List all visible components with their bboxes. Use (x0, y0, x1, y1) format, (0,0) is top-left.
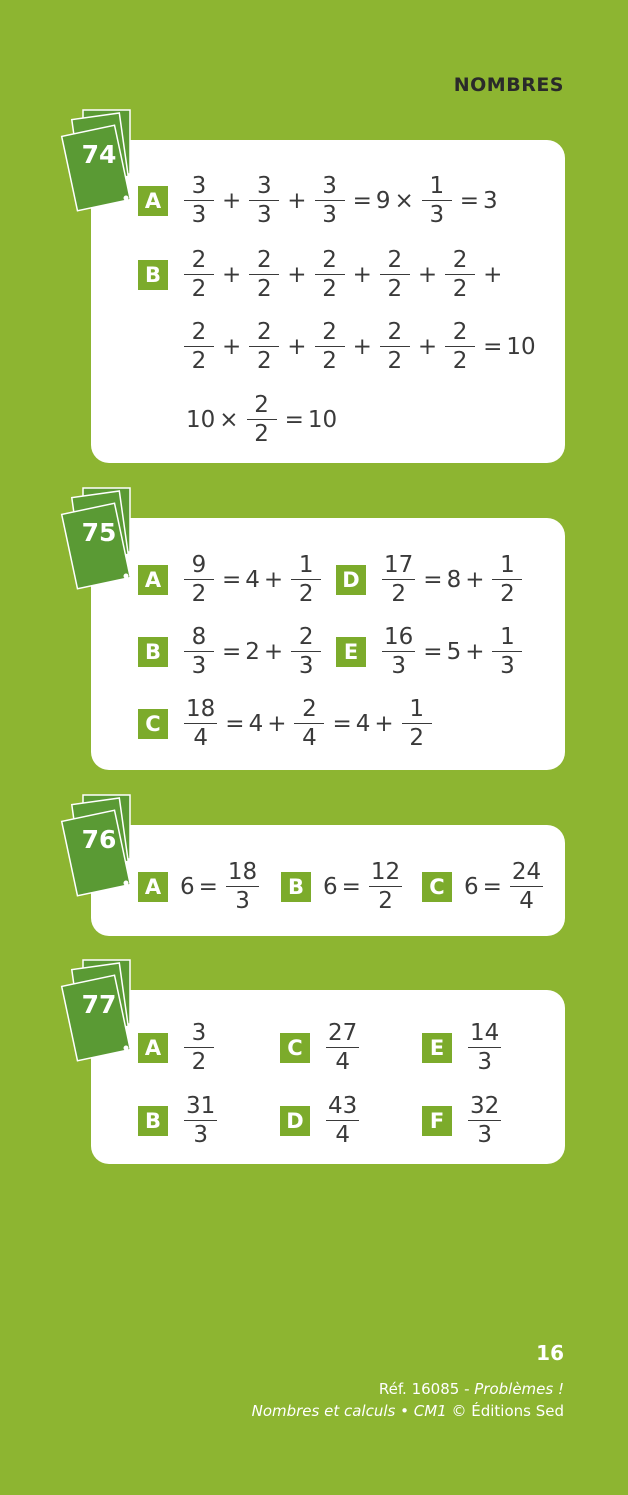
fraction: $\frac{12}{2}$ (370, 859, 401, 914)
fraction: $\frac{3}{2}$ (184, 1022, 214, 1074)
exercise-number: 74 (81, 140, 117, 169)
item-letter-a: A (138, 872, 168, 902)
fraction: $\frac{2}{2}$ (184, 249, 214, 301)
item-letter-b: B (138, 260, 168, 290)
fraction: $\frac{27}{4}$ (328, 1020, 358, 1075)
ex77-item-a (138, 1022, 218, 1074)
fraction: $\frac{2}{2}$ (445, 321, 475, 373)
fraction: $\frac{2}{2}$ (380, 249, 410, 301)
item-letter-e: E (422, 1033, 452, 1063)
fraction: $\frac{2}{4}$ (294, 698, 324, 750)
item-letter-f: F (422, 1106, 452, 1136)
ex75-item-e: E $\frac{16}{3}$ = 5 + $\frac{1}{3}$ (336, 626, 526, 678)
item-letter-c: C (138, 709, 168, 739)
ex75-item-c: C $\frac{18}{4}$ = 4 + $\frac{2}{4}$ = 4 + $\frac{1}{2}$ (138, 698, 436, 750)
ex75-item-b: B $\frac{8}{3}$ = 2 + $\frac{2}{3}$ (138, 626, 325, 678)
ex74-line-b3: 10 × $\frac{2}{2}$ = 10 (186, 392, 338, 447)
item-letter-a: A (138, 1033, 168, 1063)
fraction: $\frac{17}{2}$ (384, 552, 414, 607)
fraction: $\frac{3}{3}$ (184, 175, 214, 227)
item-letter-a: A (138, 565, 168, 595)
item-letter-e: E (336, 637, 366, 667)
fraction: $\frac{2}{2}$ (249, 249, 279, 301)
footer-line-1: Réf. 16085 - Problèmes ! (378, 1380, 564, 1398)
ex77-item-b (138, 1095, 221, 1147)
footer-reference (252, 1378, 564, 1422)
fraction: $\frac{1}{3}$ (492, 626, 522, 678)
fraction: $\frac{1}{2}$ (492, 554, 522, 606)
fraction: $\frac{3}{3}$ (249, 175, 279, 227)
exercise-badge-74 (56, 106, 136, 218)
fraction: $\frac{2}{3}$ (291, 626, 321, 678)
ex76-item-a: A 6 = $\frac{18}{3}$ (138, 861, 263, 913)
item-letter-b: B (138, 637, 168, 667)
exercise-number: 75 (81, 518, 117, 547)
fraction: $\frac{1}{2}$ (402, 698, 432, 750)
ex75-item-a: A $\frac{9}{2}$ = 4 + $\frac{1}{2}$ (138, 554, 325, 606)
footer-line-2: Nombres et calculs • CM1 © Éditions Sed (251, 1402, 564, 1420)
ex74-line-b1: B $\frac{2}{2}$ + $\frac{2}{2}$ + $\frac{2}{2}$ + $\frac{2}{2}$ + $\frac{2}{2}$ + (138, 249, 506, 301)
fraction: $\frac{2}{2}$ (184, 321, 214, 373)
fraction: $\frac{2}{2}$ (247, 394, 277, 446)
item-letter-d: D (336, 565, 366, 595)
ex77-item-c (280, 1022, 363, 1074)
fraction: $\frac{24}{4}$ (511, 859, 542, 914)
fraction: $\frac{1}{2}$ (291, 554, 321, 606)
page-number: 16 (536, 1341, 564, 1365)
ex75-item-d: D $\frac{17}{2}$ = 8 + $\frac{1}{2}$ (336, 554, 526, 606)
item-letter-b: B (138, 1106, 168, 1136)
fraction: $\frac{2}{2}$ (249, 321, 279, 373)
ex74-line-b2: $\frac{2}{2}$ + $\frac{2}{2}$ + $\frac{2}{2}$ + $\frac{2}{2}$ + $\frac{2}{2}$ = 10 (180, 321, 536, 373)
section-title: NOMBRES (453, 74, 564, 96)
exercise-badge-75 (56, 484, 136, 596)
item-letter-a: A (138, 186, 168, 216)
exercise-badge-77 (56, 956, 136, 1068)
ex76-item-b: B 6 = $\frac{12}{2}$ (281, 861, 406, 913)
fraction: $\frac{16}{3}$ (384, 624, 414, 679)
item-letter-c: C (280, 1033, 310, 1063)
ex77-item-e (422, 1022, 505, 1074)
item-letter-b: B (281, 872, 311, 902)
fraction: $\frac{32}{3}$ (470, 1093, 500, 1148)
fraction: $\frac{14}{3}$ (470, 1020, 500, 1075)
fraction: $\frac{31}{3}$ (186, 1093, 216, 1148)
ex77-item-f (422, 1095, 505, 1147)
ex77-item-d (280, 1095, 363, 1147)
exercise-number: 76 (81, 825, 117, 854)
exercise-badge-76 (56, 791, 136, 903)
fraction: $\frac{2}{2}$ (380, 321, 410, 373)
fraction: $\frac{2}{2}$ (315, 249, 345, 301)
item-letter-d: D (280, 1106, 310, 1136)
exercise-number: 77 (81, 990, 117, 1019)
ex76-item-c: C 6 = $\frac{24}{4}$ (422, 861, 547, 913)
ex74-line-a: A $\frac{3}{3}$ + $\frac{3}{3}$ + $\frac{3}{3}$ = 9 × $\frac{1}{3}$ = 3 (138, 175, 498, 227)
item-letter-c: C (422, 872, 452, 902)
fraction: $\frac{2}{2}$ (315, 321, 345, 373)
fraction: $\frac{2}{2}$ (445, 249, 475, 301)
fraction: $\frac{18}{4}$ (186, 696, 216, 751)
fraction: $\frac{1}{3}$ (422, 175, 452, 227)
fraction: $\frac{43}{4}$ (328, 1093, 358, 1148)
fraction: $\frac{3}{3}$ (315, 175, 345, 227)
fraction: $\frac{18}{3}$ (227, 859, 258, 914)
fraction: $\frac{9}{2}$ (184, 554, 214, 606)
fraction: $\frac{8}{3}$ (184, 626, 214, 678)
